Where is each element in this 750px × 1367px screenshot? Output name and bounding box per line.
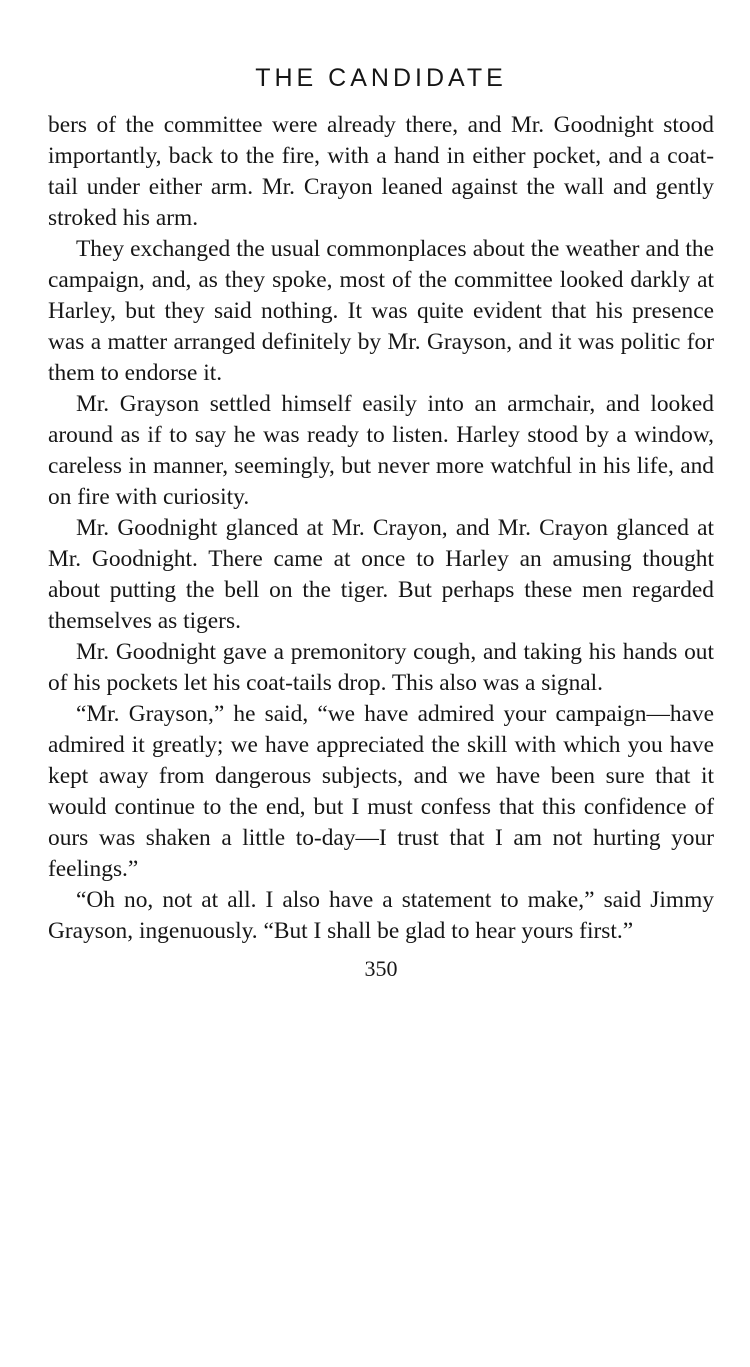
paragraph: Mr. Goodnight gave a premonitory cough, and taking his hands out of his pockets let his coat-tails drop. This also was a signal.	[48, 639, 714, 696]
body-text	[48, 110, 714, 947]
paragraph: “Mr. Grayson,” he said, “we have admired your campaign—have admired it greatly; we have appreciated the skill with which you have kept away from dangerous subjects, and we have been sure that it would continue to the end, but I must confess that this confidence of ours was shaken a little to-day—I trust that I am not hurting your feelings.”	[48, 701, 714, 882]
paragraph: Mr. Goodnight glanced at Mr. Crayon, and Mr. Crayon glanced at Mr. Goodnight. There came at once to Harley an amusing thought about putting the bell on the tiger. But perhaps these men regarded themselves as tigers.	[48, 515, 714, 634]
running-head: THE CANDIDATE	[255, 64, 507, 92]
book-page	[48, 58, 714, 985]
paragraph: bers of the committee were already there, and Mr. Goodnight stood importantly, back to the fire, with a hand in either pocket, and a coat-tail under either arm. Mr. Crayon leaned against the wall and gently stroked his arm.	[48, 112, 714, 231]
page-number: 350	[364, 956, 398, 981]
paragraph: They exchanged the usual commonplaces about the weather and the campaign, and, as they spoke, most of the committee looked darkly at Harley, but they said nothing. It was quite evident that his presence was a matter arranged definitely by Mr. Grayson, and it was politic for them to endorse it.	[48, 236, 714, 386]
paragraph: Mr. Grayson settled himself easily into an armchair, and looked around as if to say he was ready to listen. Harley stood by a window, careless in manner, seemingly, but never more watchful in his life, and on fire with curiosity.	[48, 391, 714, 510]
paragraph: “Oh no, not at all. I also have a statement to make,” said Jimmy Grayson, ingenuously. “But I shall be glad to hear yours first.”	[48, 887, 714, 944]
